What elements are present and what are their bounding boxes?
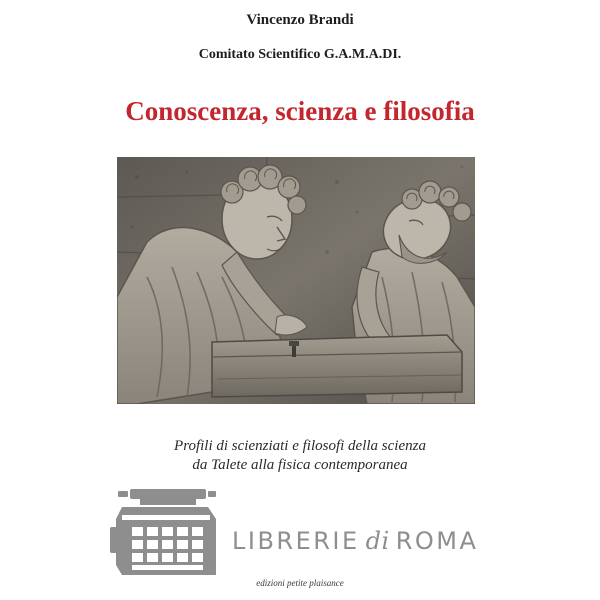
- typewriter-icon: [108, 487, 223, 582]
- author-name: Vincenzo Brandi: [246, 12, 354, 28]
- subtitle-line-1: Profili di scienziati e filosofi della scienza: [174, 438, 426, 454]
- book-title: Conoscenza, scienza e filosofia: [125, 96, 475, 126]
- librerie-di-roma-watermark: [108, 487, 498, 582]
- committee-line: Comitato Scientifico G.A.M.A.DI.: [198, 47, 402, 62]
- subtitle-line-2: da Talete alla fisica contemporanea: [192, 457, 408, 473]
- book-subtitle: [0, 437, 600, 475]
- publisher-name: edizioni petite plaisance: [256, 578, 344, 588]
- brand-word-roma: ROMA: [395, 527, 479, 555]
- brand-word-librerie: LIBRERIE: [232, 527, 360, 555]
- watermark-brand-text: [232, 527, 478, 555]
- stone-relief-image: [117, 157, 475, 404]
- brand-word-di: di: [365, 527, 390, 555]
